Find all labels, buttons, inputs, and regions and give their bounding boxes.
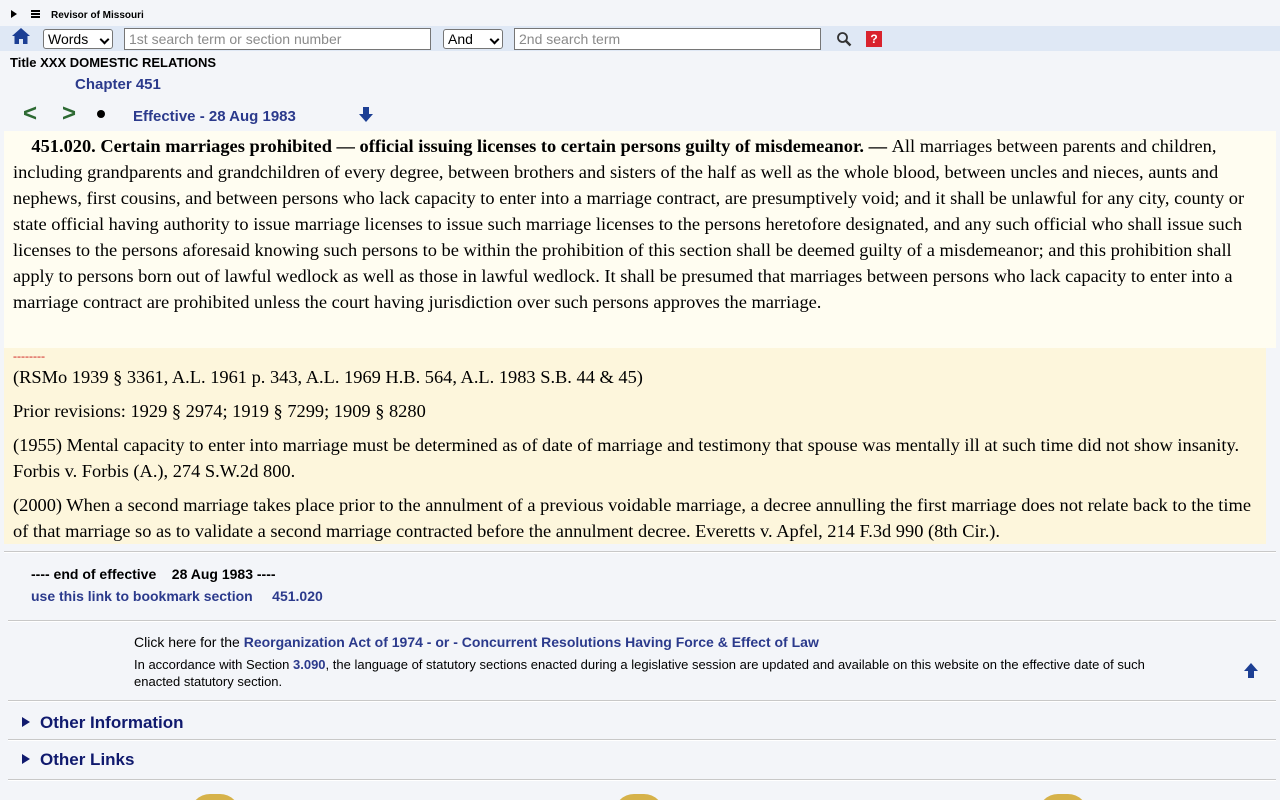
top-bar [0, 0, 1280, 26]
home-icon[interactable] [11, 27, 31, 45]
reorganization-info [134, 634, 819, 650]
click-here-text: Click here for the [134, 634, 240, 650]
search-bar [0, 26, 1280, 51]
divider [8, 620, 1276, 622]
section-3090-link[interactable]: 3.090 [293, 657, 326, 672]
end-prefix: ---- end of effective [31, 566, 157, 582]
expand-triangle-icon [22, 717, 30, 727]
seal-icon [190, 794, 240, 800]
section-heading: 451.020. Certain marriages prohibited — official issuing licenses to certain persons guilty of misdemeanor. — [31, 136, 888, 156]
section-body: All marriages between parents and children, including grandparents and grandchildren of every degree, between brothers and sisters of the half as well as the whole blood, between uncles and nieces, aunts and nephews, first cousins, and between persons who lack capacity to enter into a marriage contract, are presumptively void; and it shall be unlawful for any city, county or state official having authority to issue marriage licenses to issue such marriage licenses to the persons heretofore designated, and any such official who shall issue such licenses to the persons aforesaid knowing such persons to be within the prohibition of this section shall be deemed guilty of a misdemeanor; and this prohibition shall apply to persons born out of lawful wedlock as well as those in lawful wedlock. It shall be presumed that marriages between persons who lack capacity to enter into a marriage contract are prohibited unless the court having jurisdiction over such persons approves the marriage. [13, 136, 1245, 312]
history-note: (RSMo 1939 § 3361, A.L. 1961 p. 343, A.L. 1969 H.B. 564, A.L. 1983 S.B. 44 & 45) [13, 367, 643, 387]
chapter-link[interactable]: Chapter 451 [75, 76, 161, 93]
other-information-toggle[interactable] [22, 713, 184, 733]
other-information-label: Other Information [40, 713, 184, 732]
bookmark-label: use this link to bookmark section [31, 588, 253, 604]
previous-section-button[interactable]: < [23, 100, 38, 127]
bookmark-section: 451.020 [272, 588, 323, 604]
annotation-2000: (2000) When a second marriage takes place prior to the annulment of a previous voidable marriage, a decree annulling the first marriage does not relate back to the time of that marriage so as to validate a second marriage contracted before the annulment decree. Everetts v. Apfel, 214 F.3d 990 (8th Cir.). [13, 495, 1251, 541]
effective-date-link[interactable]: Effective - 28 Aug 1983 [133, 108, 296, 125]
end-suffix: ---- [256, 566, 276, 582]
search-mode-select[interactable] [43, 29, 113, 49]
end-of-effective [31, 566, 276, 582]
arrow-down-icon[interactable] [358, 106, 374, 124]
search-term-2-input[interactable] [514, 28, 821, 50]
reorganization-act-link[interactable]: Reorganization Act of 1974 [243, 634, 423, 650]
accordance-suffix: , the language of statutory sections enacted during a legislative session are updated and available on this website on the effective date of such enacted statutory section. [134, 657, 1145, 689]
search-icon[interactable] [836, 31, 852, 47]
divider [8, 779, 1276, 781]
current-section-dot-icon[interactable] [97, 110, 105, 118]
next-section-button[interactable]: > [62, 100, 77, 127]
concurrent-resolutions-link[interactable]: Concurrent Resolutions Having Force & Effect of Law [461, 634, 819, 650]
accordance-note [134, 656, 1164, 690]
or-text: - or - [426, 634, 458, 650]
other-links-toggle[interactable] [22, 750, 134, 770]
menu-icon[interactable] [31, 10, 40, 20]
divider [4, 551, 1276, 553]
search-mode-value: Words [48, 31, 89, 47]
divider [8, 700, 1276, 702]
bookmark-link[interactable] [31, 588, 323, 604]
help-icon[interactable]: ? [866, 31, 882, 47]
section-notes [4, 348, 1266, 544]
chevron-down-icon [490, 35, 500, 45]
seal-icon [614, 794, 664, 800]
chevron-down-icon [100, 35, 110, 45]
prior-revisions-note: Prior revisions: 1929 § 2974; 1919 § 7299; 1909 § 8280 [13, 401, 426, 421]
seal-icon [1038, 794, 1088, 800]
expand-triangle-icon[interactable] [11, 10, 17, 18]
arrow-up-icon[interactable] [1243, 661, 1259, 679]
site-title[interactable]: Revisor of Missouri [51, 10, 144, 21]
search-operator-select[interactable] [443, 29, 503, 49]
notes-separator: -------- [13, 349, 45, 363]
end-date: 28 Aug 1983 [171, 566, 253, 582]
search-operator-value: And [448, 31, 473, 47]
other-links-label: Other Links [40, 750, 135, 769]
accordance-prefix: In accordance with Section [134, 657, 290, 672]
title-breadcrumb: Title XXX DOMESTIC RELATIONS [10, 55, 217, 70]
search-term-1-input[interactable] [124, 28, 431, 50]
expand-triangle-icon [22, 754, 30, 764]
divider [8, 739, 1276, 741]
annotation-1955: (1955) Mental capacity to enter into marriage must be determined as of date of marriage and testimony that spouse was mentally ill at such time did not show insanity. Forbis v. Forbis (A.), 274 S.W.2d 800. [13, 435, 1240, 481]
statute-text [4, 131, 1276, 348]
